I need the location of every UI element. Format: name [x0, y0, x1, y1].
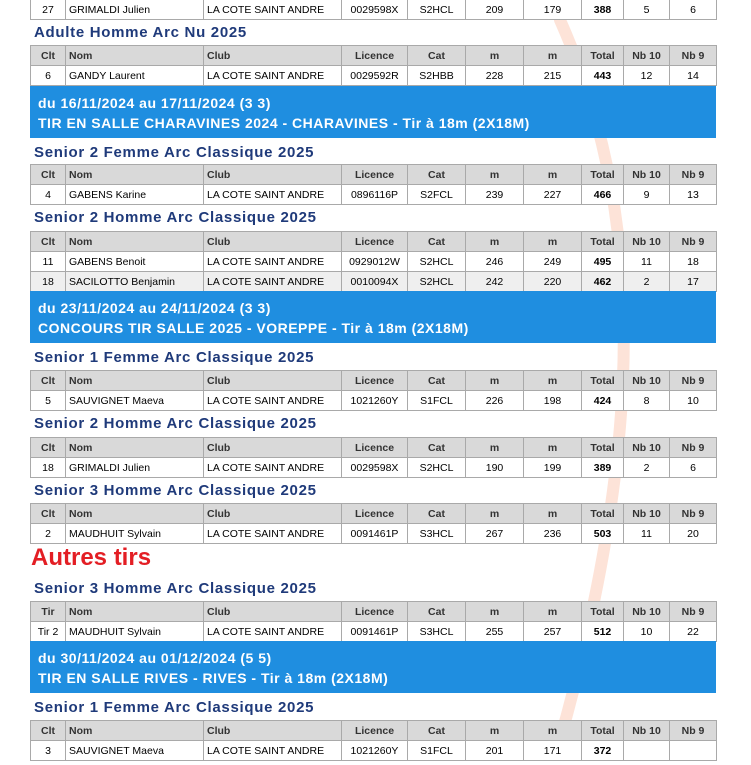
table-header-row	[31, 721, 717, 741]
header-clt: Clt	[31, 46, 66, 66]
cell-total: 372	[582, 741, 624, 761]
cell-m1: 209	[466, 0, 524, 20]
table-row	[31, 524, 717, 544]
cell-nb9: 22	[670, 622, 717, 642]
results-table	[30, 437, 717, 478]
cell-licence: 1021260Y	[342, 741, 408, 761]
header-licence: Licence	[342, 602, 408, 622]
cell-club: LA COTE SAINT ANDRE	[204, 252, 342, 272]
cell-nom: GANDY Laurent	[66, 66, 204, 86]
cell-m1: 255	[466, 622, 524, 642]
header-club: Club	[204, 602, 342, 622]
category-title: Senior 2 Homme Arc Classique 2025	[34, 209, 317, 226]
cell-nom: GABENS Karine	[66, 185, 204, 205]
cell-club: LA COTE SAINT ANDRE	[204, 458, 342, 478]
header-m1: m	[466, 721, 524, 741]
cell-clt: 18	[31, 272, 66, 292]
cell-nom: MAUDHUIT Sylvain	[66, 622, 204, 642]
header-m2: m	[524, 371, 582, 391]
header-clt: Clt	[31, 721, 66, 741]
header-club: Club	[204, 165, 342, 185]
table-row	[31, 252, 717, 272]
header-nb9: Nb 9	[670, 46, 717, 66]
cell-licence: 0929012W	[342, 252, 408, 272]
header-total: Total	[582, 504, 624, 524]
cell-nb9: 13	[670, 185, 717, 205]
event-dates: du 23/11/2024 au 24/11/2024 (3 3)	[38, 300, 271, 316]
header-m2: m	[524, 232, 582, 252]
header-licence: Licence	[342, 438, 408, 458]
event-name: TIR EN SALLE CHARAVINES 2024 - CHARAVINES - Tir à 18m (2X18M)	[38, 115, 530, 131]
cell-m1: 190	[466, 458, 524, 478]
table-header-row	[31, 46, 717, 66]
cell-m1: 228	[466, 66, 524, 86]
results-table	[30, 601, 717, 642]
header-nb9: Nb 9	[670, 504, 717, 524]
header-nb9: Nb 9	[670, 371, 717, 391]
cell-licence: 0896116P	[342, 185, 408, 205]
cell-m2: 199	[524, 458, 582, 478]
table-header-row	[31, 438, 717, 458]
header-clt: Clt	[31, 371, 66, 391]
cell-nb10: 2	[624, 458, 670, 478]
category-title: Senior 1 Femme Arc Classique 2025	[34, 349, 315, 366]
header-nb9: Nb 9	[670, 602, 717, 622]
cell-nb10: 2	[624, 272, 670, 292]
category-title: Senior 3 Homme Arc Classique 2025	[34, 580, 317, 597]
header-total: Total	[582, 165, 624, 185]
results-table-top	[30, 0, 717, 20]
header-licence: Licence	[342, 46, 408, 66]
cell-clt: 11	[31, 252, 66, 272]
table-row	[31, 741, 717, 761]
header-nom: Nom	[66, 232, 204, 252]
header-nb10: Nb 10	[624, 46, 670, 66]
cell-nom: SAUVIGNET Maeva	[66, 741, 204, 761]
cell-m2: 198	[524, 391, 582, 411]
results-table	[30, 370, 717, 411]
header-m2: m	[524, 721, 582, 741]
cell-clt: 27	[31, 0, 66, 20]
category-title: Senior 3 Homme Arc Classique 2025	[34, 482, 317, 499]
header-cat: Cat	[408, 165, 466, 185]
cell-club: LA COTE SAINT ANDRE	[204, 391, 342, 411]
cell-club: LA COTE SAINT ANDRE	[204, 185, 342, 205]
cell-m2: 249	[524, 252, 582, 272]
cell-club: LA COTE SAINT ANDRE	[204, 272, 342, 292]
cell-nb10	[624, 741, 670, 761]
cell-m1: 242	[466, 272, 524, 292]
header-cat: Cat	[408, 371, 466, 391]
header-m1: m	[466, 438, 524, 458]
cell-m1: 246	[466, 252, 524, 272]
table-header-row	[31, 232, 717, 252]
cell-m2: 227	[524, 185, 582, 205]
cell-nb9: 6	[670, 458, 717, 478]
table-header-row	[31, 165, 717, 185]
cell-cat: S1FCL	[408, 741, 466, 761]
header-total: Total	[582, 46, 624, 66]
autres-tirs-heading: Autres tirs	[31, 544, 152, 571]
cell-total: 424	[582, 391, 624, 411]
header-nb10: Nb 10	[624, 438, 670, 458]
results-table	[30, 503, 717, 544]
table-header-row	[31, 602, 717, 622]
cell-tir: Tir 2	[31, 622, 66, 642]
header-nb10: Nb 10	[624, 232, 670, 252]
cell-licence: 0029598X	[342, 0, 408, 20]
cell-licence: 0029592R	[342, 66, 408, 86]
cell-nom: GABENS Benoit	[66, 252, 204, 272]
table-row	[31, 66, 717, 86]
cell-total: 388	[582, 0, 624, 20]
cell-m2: 257	[524, 622, 582, 642]
cell-nom: GRIMALDI Julien	[66, 0, 204, 20]
cell-club: LA COTE SAINT ANDRE	[204, 0, 342, 20]
cell-m2: 215	[524, 66, 582, 86]
header-clt: Clt	[31, 504, 66, 524]
cell-nom: SACILOTTO Benjamin	[66, 272, 204, 292]
event-banner	[30, 641, 716, 693]
cell-nb10: 12	[624, 66, 670, 86]
header-clt: Clt	[31, 438, 66, 458]
header-nb10: Nb 10	[624, 602, 670, 622]
cell-total: 512	[582, 622, 624, 642]
cell-licence: 0091461P	[342, 622, 408, 642]
table-row	[31, 0, 717, 20]
category-title: Adulte Homme Arc Nu 2025	[34, 24, 247, 41]
cell-nb9: 20	[670, 524, 717, 544]
header-club: Club	[204, 721, 342, 741]
cell-nb9: 10	[670, 391, 717, 411]
header-total: Total	[582, 371, 624, 391]
header-tir: Tir	[31, 602, 66, 622]
cell-nb10: 11	[624, 252, 670, 272]
header-nb9: Nb 9	[670, 721, 717, 741]
cell-total: 389	[582, 458, 624, 478]
header-cat: Cat	[408, 602, 466, 622]
header-nb9: Nb 9	[670, 232, 717, 252]
cell-nb9: 18	[670, 252, 717, 272]
cell-total: 466	[582, 185, 624, 205]
table-header-row	[31, 504, 717, 524]
cell-total: 462	[582, 272, 624, 292]
cell-licence: 0010094X	[342, 272, 408, 292]
cell-m1: 226	[466, 391, 524, 411]
header-m2: m	[524, 504, 582, 524]
header-m1: m	[466, 602, 524, 622]
cell-clt: 6	[31, 66, 66, 86]
header-nb10: Nb 10	[624, 371, 670, 391]
header-total: Total	[582, 721, 624, 741]
header-nb9: Nb 9	[670, 438, 717, 458]
cell-licence: 0029598X	[342, 458, 408, 478]
results-table	[30, 45, 717, 86]
header-m1: m	[466, 165, 524, 185]
event-name: CONCOURS TIR SALLE 2025 - VOREPPE - Tir à 18m (2X18M)	[38, 320, 469, 336]
cell-nb10: 11	[624, 524, 670, 544]
cell-club: LA COTE SAINT ANDRE	[204, 622, 342, 642]
cell-cat: S2HCL	[408, 272, 466, 292]
cell-total: 495	[582, 252, 624, 272]
table-row	[31, 185, 717, 205]
header-nom: Nom	[66, 438, 204, 458]
cell-club: LA COTE SAINT ANDRE	[204, 741, 342, 761]
header-licence: Licence	[342, 232, 408, 252]
cell-cat: S3HCL	[408, 622, 466, 642]
header-cat: Cat	[408, 438, 466, 458]
header-m2: m	[524, 602, 582, 622]
header-nb10: Nb 10	[624, 721, 670, 741]
cell-licence: 1021260Y	[342, 391, 408, 411]
header-total: Total	[582, 438, 624, 458]
header-nom: Nom	[66, 602, 204, 622]
header-m1: m	[466, 46, 524, 66]
header-club: Club	[204, 371, 342, 391]
event-dates: du 16/11/2024 au 17/11/2024 (3 3)	[38, 95, 271, 111]
cell-m2: 236	[524, 524, 582, 544]
cell-nb10: 8	[624, 391, 670, 411]
cell-nb10: 5	[624, 0, 670, 20]
header-licence: Licence	[342, 371, 408, 391]
header-m1: m	[466, 504, 524, 524]
header-nom: Nom	[66, 165, 204, 185]
results-table	[30, 231, 717, 292]
event-banner	[30, 291, 716, 343]
results-table	[30, 720, 717, 761]
cell-nom: GRIMALDI Julien	[66, 458, 204, 478]
header-m2: m	[524, 165, 582, 185]
cell-nb9: 6	[670, 0, 717, 20]
header-nom: Nom	[66, 504, 204, 524]
cell-cat: S2HBB	[408, 66, 466, 86]
results-table	[30, 164, 717, 205]
header-nb10: Nb 10	[624, 165, 670, 185]
cell-nb10: 9	[624, 185, 670, 205]
table-row	[31, 391, 717, 411]
cell-clt: 3	[31, 741, 66, 761]
header-total: Total	[582, 232, 624, 252]
category-title: Senior 2 Femme Arc Classique 2025	[34, 144, 315, 161]
event-name: TIR EN SALLE RIVES - RIVES - Tir à 18m (2X18M)	[38, 670, 389, 686]
cell-clt: 5	[31, 391, 66, 411]
cell-m2: 171	[524, 741, 582, 761]
header-m2: m	[524, 438, 582, 458]
cell-cat: S1FCL	[408, 391, 466, 411]
cell-clt: 18	[31, 458, 66, 478]
cell-nb9	[670, 741, 717, 761]
header-nom: Nom	[66, 46, 204, 66]
cell-nb10: 10	[624, 622, 670, 642]
header-nb10: Nb 10	[624, 504, 670, 524]
header-cat: Cat	[408, 46, 466, 66]
category-title: Senior 2 Homme Arc Classique 2025	[34, 415, 317, 432]
cell-cat: S3HCL	[408, 524, 466, 544]
category-title: Senior 1 Femme Arc Classique 2025	[34, 699, 315, 716]
cell-clt: 2	[31, 524, 66, 544]
cell-cat: S2HCL	[408, 458, 466, 478]
cell-total: 503	[582, 524, 624, 544]
header-licence: Licence	[342, 721, 408, 741]
cell-nom: SAUVIGNET Maeva	[66, 391, 204, 411]
header-cat: Cat	[408, 721, 466, 741]
cell-nb9: 17	[670, 272, 717, 292]
header-club: Club	[204, 438, 342, 458]
cell-total: 443	[582, 66, 624, 86]
header-clt: Clt	[31, 165, 66, 185]
cell-m1: 201	[466, 741, 524, 761]
header-club: Club	[204, 46, 342, 66]
header-clt: Clt	[31, 232, 66, 252]
cell-m2: 179	[524, 0, 582, 20]
header-cat: Cat	[408, 232, 466, 252]
header-m1: m	[466, 232, 524, 252]
event-dates: du 30/11/2024 au 01/12/2024 (5 5)	[38, 650, 272, 666]
table-row	[31, 458, 717, 478]
table-row	[31, 272, 717, 292]
cell-clt: 4	[31, 185, 66, 205]
event-banner	[30, 86, 716, 138]
header-nb9: Nb 9	[670, 165, 717, 185]
cell-nb9: 14	[670, 66, 717, 86]
header-total: Total	[582, 602, 624, 622]
cell-club: LA COTE SAINT ANDRE	[204, 524, 342, 544]
cell-nom: MAUDHUIT Sylvain	[66, 524, 204, 544]
header-club: Club	[204, 232, 342, 252]
table-row	[31, 622, 717, 642]
table-header-row	[31, 371, 717, 391]
cell-cat: S2HCL	[408, 252, 466, 272]
header-nom: Nom	[66, 721, 204, 741]
cell-club: LA COTE SAINT ANDRE	[204, 66, 342, 86]
cell-licence: 0091461P	[342, 524, 408, 544]
cell-m1: 239	[466, 185, 524, 205]
header-club: Club	[204, 504, 342, 524]
header-nom: Nom	[66, 371, 204, 391]
header-m1: m	[466, 371, 524, 391]
cell-cat: S2FCL	[408, 185, 466, 205]
cell-m1: 267	[466, 524, 524, 544]
header-cat: Cat	[408, 504, 466, 524]
cell-cat: S2HCL	[408, 0, 466, 20]
header-licence: Licence	[342, 504, 408, 524]
header-m2: m	[524, 46, 582, 66]
cell-m2: 220	[524, 272, 582, 292]
header-licence: Licence	[342, 165, 408, 185]
